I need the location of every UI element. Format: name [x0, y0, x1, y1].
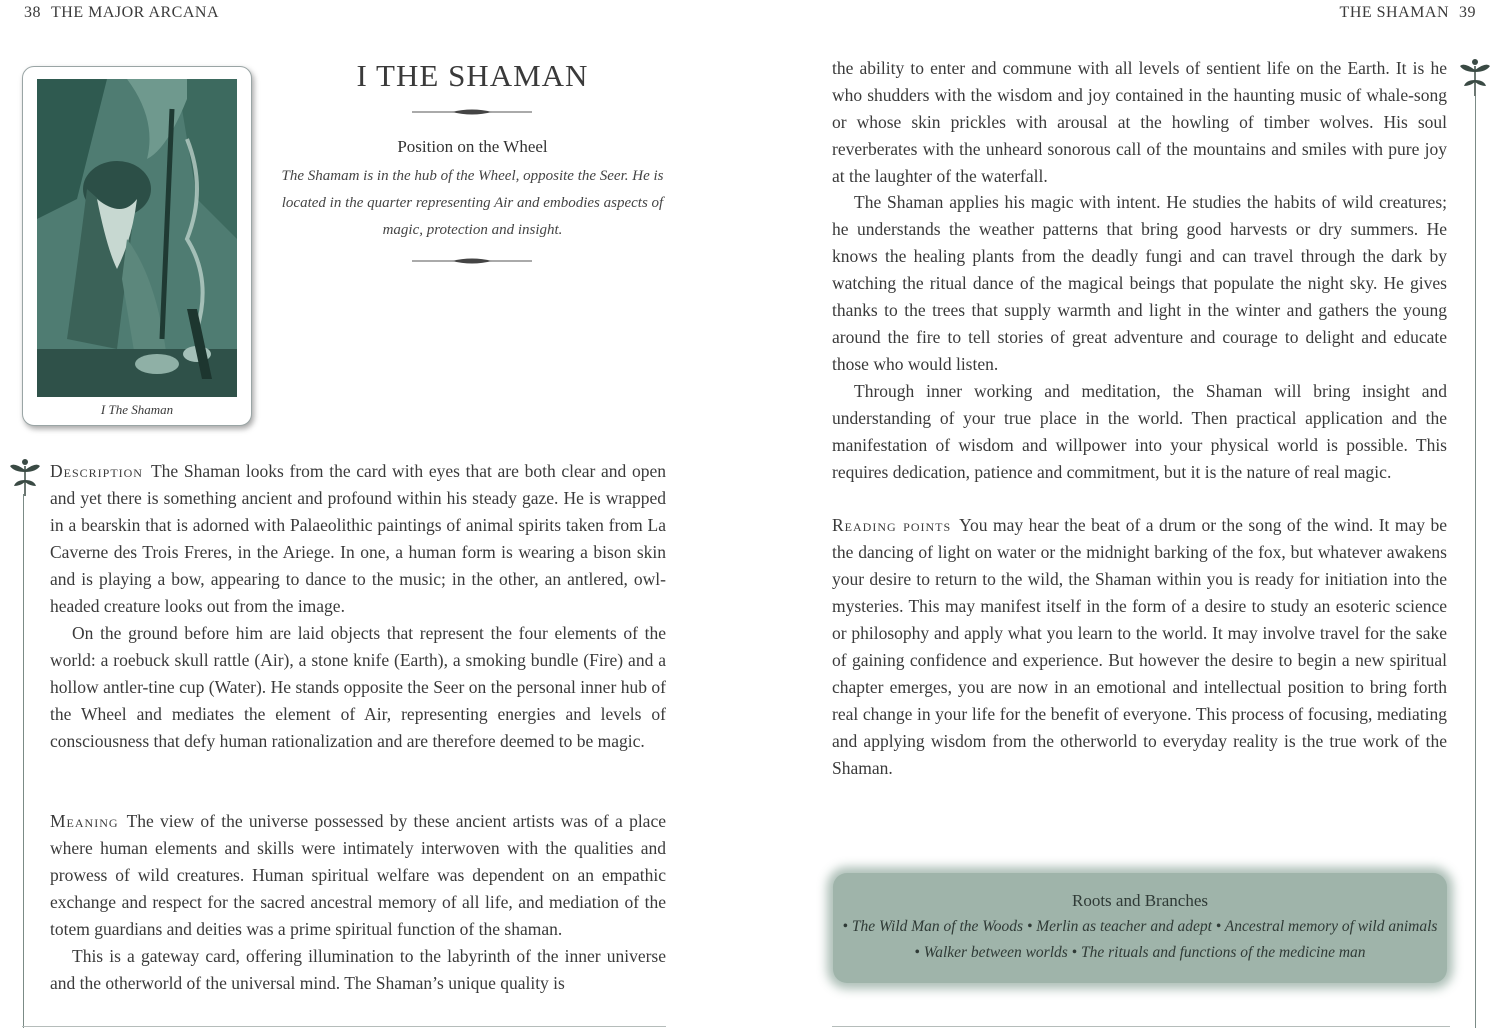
- ornamental-divider: [412, 257, 532, 265]
- card-illustration: [37, 79, 237, 397]
- description-paragraph: [50, 458, 666, 620]
- continuation-paragraph-2: The Shaman applies his magic with intent. He studies the habits of wild creatures; he understands the weather patterns that bring good harvests or dry summers. He knows the healing plants from the deadly fungi and can travel through the dark by watching the ritual dance of the magical beings that populate the night sky. He gives thanks to the trees that supply warmth and light in the winter and gathers the young around the fire to tell stories of great adventure and courage to delight and educate those who would listen.: [832, 192, 1447, 374]
- holly-sprig-icon: [1456, 52, 1494, 96]
- roots-title: Roots and Branches: [1072, 891, 1208, 910]
- position-text: The Shamam is in the hub of the Wheel, opposite the Seer. He is located in the quarter representing Air and embodies aspects of magic, protection and insight.: [281, 168, 664, 238]
- roots-line-2: • Walker between worlds • The rituals and functions of the medicine man: [914, 944, 1366, 961]
- shaman-illustration: [37, 79, 237, 397]
- meaning-text: The view of the universe possessed by these ancient artists was of a place where human elements and skills were intimately interwoven with the qualities and prowess of wild creatures. Human spiritual welfare was dependent on an empathic exchange and respect for the sacred ancestral memory of all life, and mediation of the totem guardians and deities was a prime spiritual function of the shaman.: [50, 811, 666, 939]
- page-title: I THE SHAMAN: [356, 58, 589, 93]
- running-head-title: THE MAJOR ARCANA: [51, 4, 220, 21]
- margin-rule: [23, 494, 24, 1028]
- card-caption: I The Shaman: [100, 402, 174, 417]
- roots-and-branches-panel: [833, 873, 1447, 983]
- tarot-card: [22, 66, 252, 426]
- meaning-paragraph: [50, 808, 666, 943]
- bottom-rule: [22, 1026, 666, 1027]
- reading-points-paragraph: [832, 512, 1447, 782]
- reading-points-label: Reading points: [832, 515, 952, 535]
- meaning-label: Meaning: [50, 811, 119, 831]
- roots-line-1: • The Wild Man of the Woods • Merlin as teacher and adept • Ancestral memory of wild animals: [842, 918, 1438, 935]
- page-number: 39: [1459, 4, 1476, 21]
- running-head-right: [1340, 4, 1486, 22]
- page-number: 38: [24, 4, 41, 21]
- continuation-paragraph-3: Through inner working and meditation, the Shaman will bring insight and understanding of your true place in the world. Then practical application and the manifestation of wisdom and willpower into your physical world is possible. This requires dedication, patience and commitment, but it is the nature of real magic.: [832, 381, 1447, 482]
- margin-rule: [1475, 96, 1476, 1028]
- description-text: The Shaman looks from the card with eyes that are both clear and open and yet there is something ancient and profound within his steady gaze. He is wrapped in a bearskin that is adorned with Palaeolithic paintings of animal spirits taken from La Caverne des Trois Freres, in the Ariege. In one, a human form is wearing a bison skin and is playing a bow, appearing to dance to the music; in the other, an antlered, owl-headed creature looks out from the image.: [50, 461, 666, 616]
- running-head-title: THE SHAMAN: [1339, 4, 1449, 21]
- position-heading: Position on the Wheel: [397, 137, 548, 156]
- continuation-paragraph: the ability to enter and commune with all levels of sentient life on the Earth. It is he who shudders with the wisdom and joy contained in the haunting music of whale-song or whose skin prickles with arousal at the howling of timber wolves. His soul reverberates with the unheard sonorous call of the mountains and smiles with pure joy at the laughter of the waterfall.: [832, 58, 1447, 186]
- running-head-left: [14, 4, 219, 22]
- meaning-paragraph-2: This is a gateway card, offering illumination to the labyrinth of the inner universe and the otherworld of the universal mind. The Shaman’s unique quality is: [50, 946, 666, 993]
- holly-sprig-icon: [6, 452, 44, 496]
- reading-points-text: You may hear the beat of a drum or the song of the wind. It may be the dancing of light on water or the midnight barking of the fox, but whatever awakens your desire to return to the wild, the Shaman within you is ready for initiation into the mysteries. This may manifest itself in the form of a desire to study an esoteric science or philosophy and apply what you learn to the world. It may involve travel for the sake of gaining confidence and experience. But however the desire to begin a new spiritual chapter emerges, you are now in an emotional and intellectual position to bring forth real change in your life for the benefit of everyone. This process of focusing, mediating and applying wisdom from the otherworld to everyday reality is the true work of the Shaman.: [832, 515, 1448, 778]
- bottom-rule: [832, 1026, 1450, 1027]
- description-paragraph-2: On the ground before him are laid objects that represent the four elements of the world: a roebuck skull rattle (Air), a stone knife (Earth), a smoking bundle (Fire) and a hollow antler-tine cup (Water). He stands opposite the Seer on the personal inner hub of the Wheel and mediates the element of Air, representing energies and levels of consciousness that defy human rationalization and are therefore deemed to be magic.: [50, 623, 666, 751]
- ornamental-divider: [412, 108, 532, 116]
- description-label: Description: [50, 461, 143, 481]
